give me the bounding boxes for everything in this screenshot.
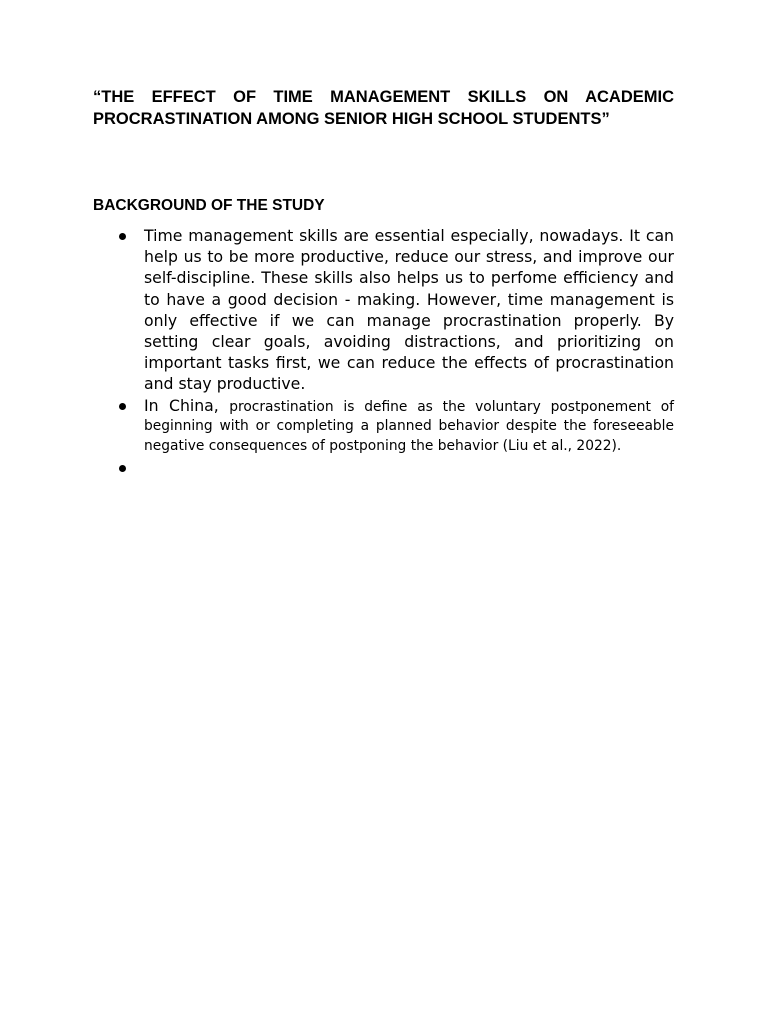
bullet-icon (119, 403, 126, 410)
list-item-empty (93, 457, 674, 478)
bullet-icon (119, 465, 126, 472)
list-item-lead-text: In China, (144, 395, 230, 415)
section-heading: BACKGROUND OF THE STUDY (93, 197, 325, 214)
list-item (93, 225, 674, 395)
bullet-icon (119, 233, 126, 240)
list-item (93, 396, 674, 457)
list-item-text: Time management skills are essential especially, nowadays. It can help us to be more productive, reduce our stress, and improve our self-discipline. These skills also helps us to perfome efficiency and to have a good decision - making. However, time management is only effective if we can manage procrastination properly. By setting clear goals, avoiding distractions, and prioritizing on important tasks first, we can reduce the effects of procrastination and stay productive. (144, 226, 674, 394)
bullet-list (93, 225, 674, 478)
document-body (93, 86, 674, 478)
document-title: “THE EFFECT OF TIME MANAGEMENT SKILLS ON ACADEMIC PROCRASTINATION AMONG SENIOR HIGH SCHOOL STUDENTS” (93, 88, 674, 128)
list-item-text: procrastination is define as the voluntary postponement of beginning with or completing a planned behavior despite the foreseeable negative consequences of postponing the behavior (Liu et al., 2022). (144, 398, 674, 455)
